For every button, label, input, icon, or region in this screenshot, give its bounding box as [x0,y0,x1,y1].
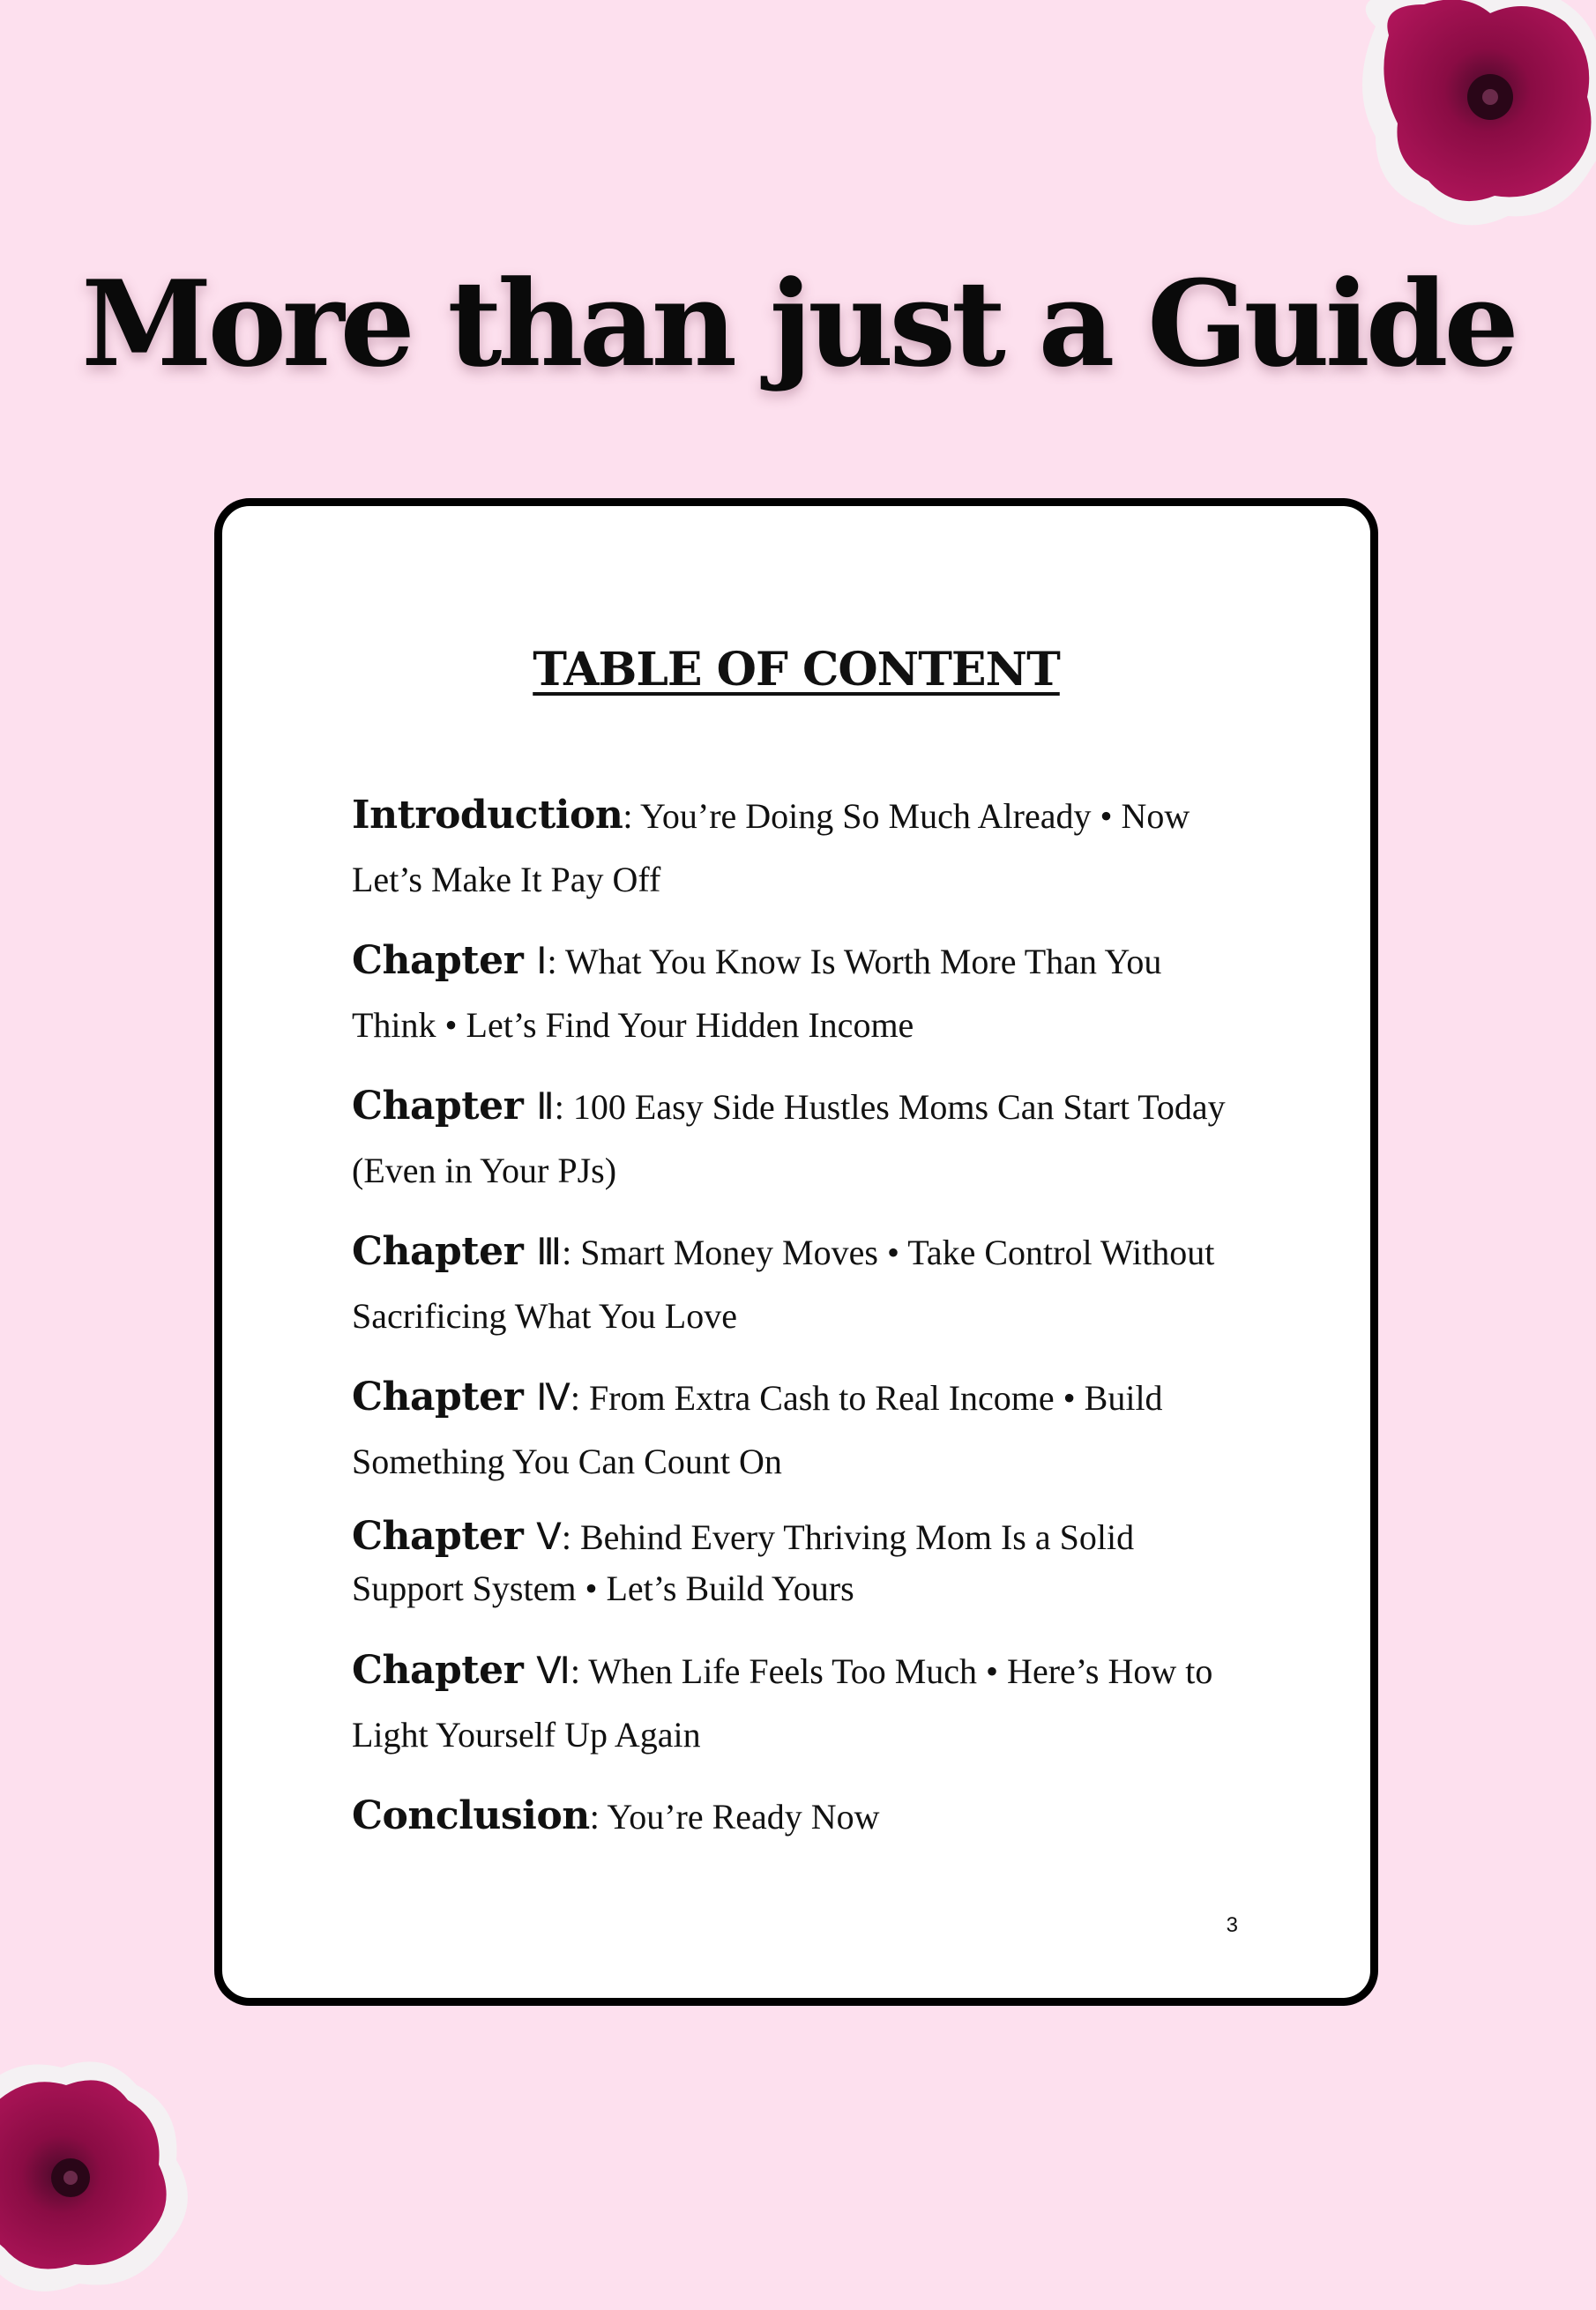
chapter-numeral: Ⅲ [536,1230,563,1273]
toc-entry-chapter-2 [352,1075,1251,1203]
toc-entry-chapter-1 [352,929,1251,1057]
chapter-numeral: Ⅱ [536,1084,555,1128]
toc-entry-chapter-6 [352,1639,1251,1767]
toc-entry-label: Chapter [352,1229,537,1274]
toc-entry-label: Chapter [352,1648,537,1693]
toc-list [352,784,1251,1867]
toc-entry-label: Chapter [352,1375,537,1420]
toc-entry-conclusion [352,1785,1251,1849]
page-number: 3 [1226,1913,1238,1937]
toc-entry-introduction [352,784,1251,912]
toc-entry-text: : When Life Feels Too Much • Here’s How to Light Yourself Up Again [352,1651,1213,1755]
toc-entry-chapter-5 [352,1511,1251,1614]
chapter-numeral: Ⅴ [536,1515,562,1558]
toc-heading: TABLE OF CONTENT [533,643,1060,697]
toc-entry-label: Conclusion [352,1793,590,1838]
toc-entry-text: : You’re Ready Now [589,1797,880,1837]
toc-entry-text: : From Extra Cash to Real Income • Build Something You Can Count On [352,1378,1163,1481]
toc-entry-label: Chapter [352,938,537,983]
toc-entry-text: : Behind Every Thriving Mom Is a Solid Support System • Let’s Build Yours [352,1517,1135,1608]
toc-entry-chapter-4 [352,1366,1251,1494]
chapter-numeral: Ⅵ [536,1649,571,1692]
toc-entry-chapter-3 [352,1220,1251,1348]
toc-entry-text: : 100 Easy Side Hustles Moms Can Start Today (Even in Your PJs) [352,1087,1226,1190]
toc-entry-label: Introduction [352,793,623,838]
flower-icon [0,2045,212,2310]
page-title: More than just a Guide [81,254,1515,393]
toc-card [214,498,1378,2006]
toc-entry-label: Chapter [352,1514,537,1559]
toc-entry-text: : What You Know Is Worth More Than You Think • Let’s Find Your Hidden Income [352,942,1162,1045]
toc-entry-text: : You’re Doing So Much Already • Now Let’s Make It Pay Off [352,796,1190,899]
chapter-numeral: Ⅳ [536,1375,571,1419]
chapter-numeral: Ⅰ [536,939,548,982]
toc-entry-text: : Smart Money Moves • Take Control Without Sacrificing What You Love [352,1233,1215,1336]
flower-icon [1340,0,1596,247]
toc-entry-label: Chapter [352,1084,537,1129]
